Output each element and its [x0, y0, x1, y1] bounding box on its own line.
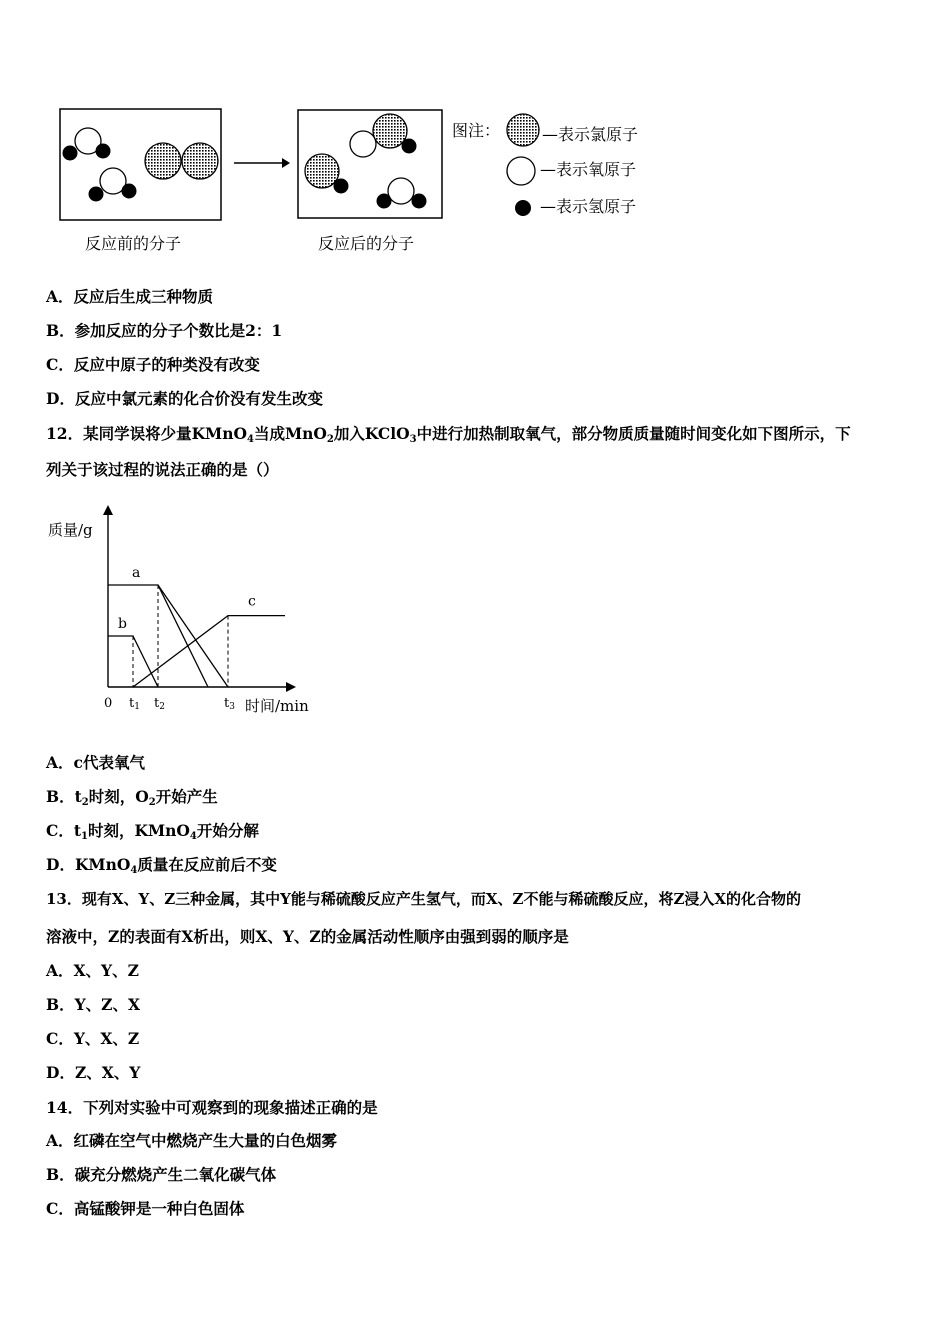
q14-option-c: C．高锰酸钾是一种白色固体: [46, 1199, 245, 1218]
arrow-head: [282, 158, 290, 168]
q14-stem: 14．下列对实验中可观察到的现象描述正确的是: [46, 1098, 378, 1117]
q11-option-d: D．反应中氯元素的化合价没有发生改变: [46, 389, 323, 408]
q12-option-a: A．c代表氧气: [46, 753, 145, 772]
hydrogen-atom: [63, 146, 78, 161]
legend-oxygen-label: —表示氧原子: [540, 160, 637, 179]
q13-option-a: A．X、Y、Z: [46, 961, 139, 980]
series-label-a: a: [132, 565, 141, 581]
chlorine-atom: [145, 143, 181, 179]
q13-stem-line1: 13．现有X、Y、Z三种金属，其中Y能与稀硫酸反应产生氢气，而X、Z不能与稀硫酸反应，将Z浸入X的化合物的: [46, 890, 802, 908]
chlorine-atom: [373, 114, 407, 148]
hydrogen-atom: [412, 194, 427, 209]
caption-after: 反应后的分子: [318, 234, 415, 253]
hydrogen-atom: [122, 184, 137, 199]
hydrogen-atom: [89, 187, 104, 202]
hydrogen-atom: [377, 194, 392, 209]
q13-option-c: C．Y、X、Z: [46, 1029, 140, 1048]
q11-option-a: A．反应后生成三种物质: [46, 287, 214, 306]
hydrogen-atom: [96, 144, 111, 159]
oxygen-atom: [388, 178, 414, 204]
x-axis-arrow: [286, 682, 296, 692]
legend-chlorine-label: —表示氯原子: [542, 125, 639, 144]
q12-option-b: B．$t_2$时刻，$O_2$开始产生: [46, 787, 218, 808]
y-axis-arrow: [103, 505, 113, 515]
x-axis-label: 时间/min: [245, 697, 309, 715]
series-label-c: c: [248, 593, 256, 610]
series-label-b: b: [118, 616, 127, 632]
q12-option-c: C．$t_1$时刻，KMnO$_4$开始分解: [46, 821, 259, 842]
y-axis-label: 质量/g: [48, 521, 93, 539]
origin-label: 0: [104, 696, 113, 711]
caption-before: 反应前的分子: [85, 234, 182, 253]
x-tick-label-3: t3: [224, 696, 235, 712]
legend-hydrogen-label: —表示氢原子: [540, 197, 637, 216]
q14-option-b: B．碳充分燃烧产生二氧化碳气体: [46, 1165, 277, 1184]
q13-option-b: B．Y、Z、X: [46, 995, 141, 1014]
oxygen-atom: [350, 131, 376, 157]
x-tick-label-2: t2: [154, 696, 165, 712]
q11-option-c: C．反应中原子的种类没有改变: [46, 355, 260, 374]
hydrogen-atom: [402, 139, 417, 154]
legend-title: 图注：: [452, 121, 501, 140]
q13-stem-line2: 溶液中，Z的表面有X析出，则X、Y、Z的金属活动性顺序由强到弱的顺序是: [46, 927, 569, 946]
q14-option-a: A．红磷在空气中燃烧产生大量的白色烟雾: [46, 1131, 338, 1150]
legend-hydrogen-symbol: [515, 200, 531, 216]
q12-stem-line2: 列关于该过程的说法正确的是（）: [46, 460, 279, 479]
x-tick-label-1: t1: [129, 696, 140, 712]
q11-option-b: B．参加反应的分子个数比是2：1: [46, 321, 283, 340]
q12-option-d: D．KMnO$_4$质量在反应前后不变: [46, 855, 277, 876]
q12-stem-line1: 12．某同学误将少量KMnO$_4$当成MnO$_2$加入KClO$_3$中进行加热制取氧气，部分物质质量随时间变化如下图所示，下: [46, 424, 851, 445]
mass-time-chart: [40, 505, 330, 720]
series-line-c: [133, 616, 285, 687]
legend-oxygen-symbol: [507, 157, 535, 185]
hydrogen-atom: [334, 179, 349, 194]
chlorine-atom: [305, 154, 339, 188]
q13-option-d: D．Z、X、Y: [46, 1063, 141, 1082]
legend-chlorine-symbol: [507, 114, 539, 146]
chlorine-atom: [182, 143, 218, 179]
